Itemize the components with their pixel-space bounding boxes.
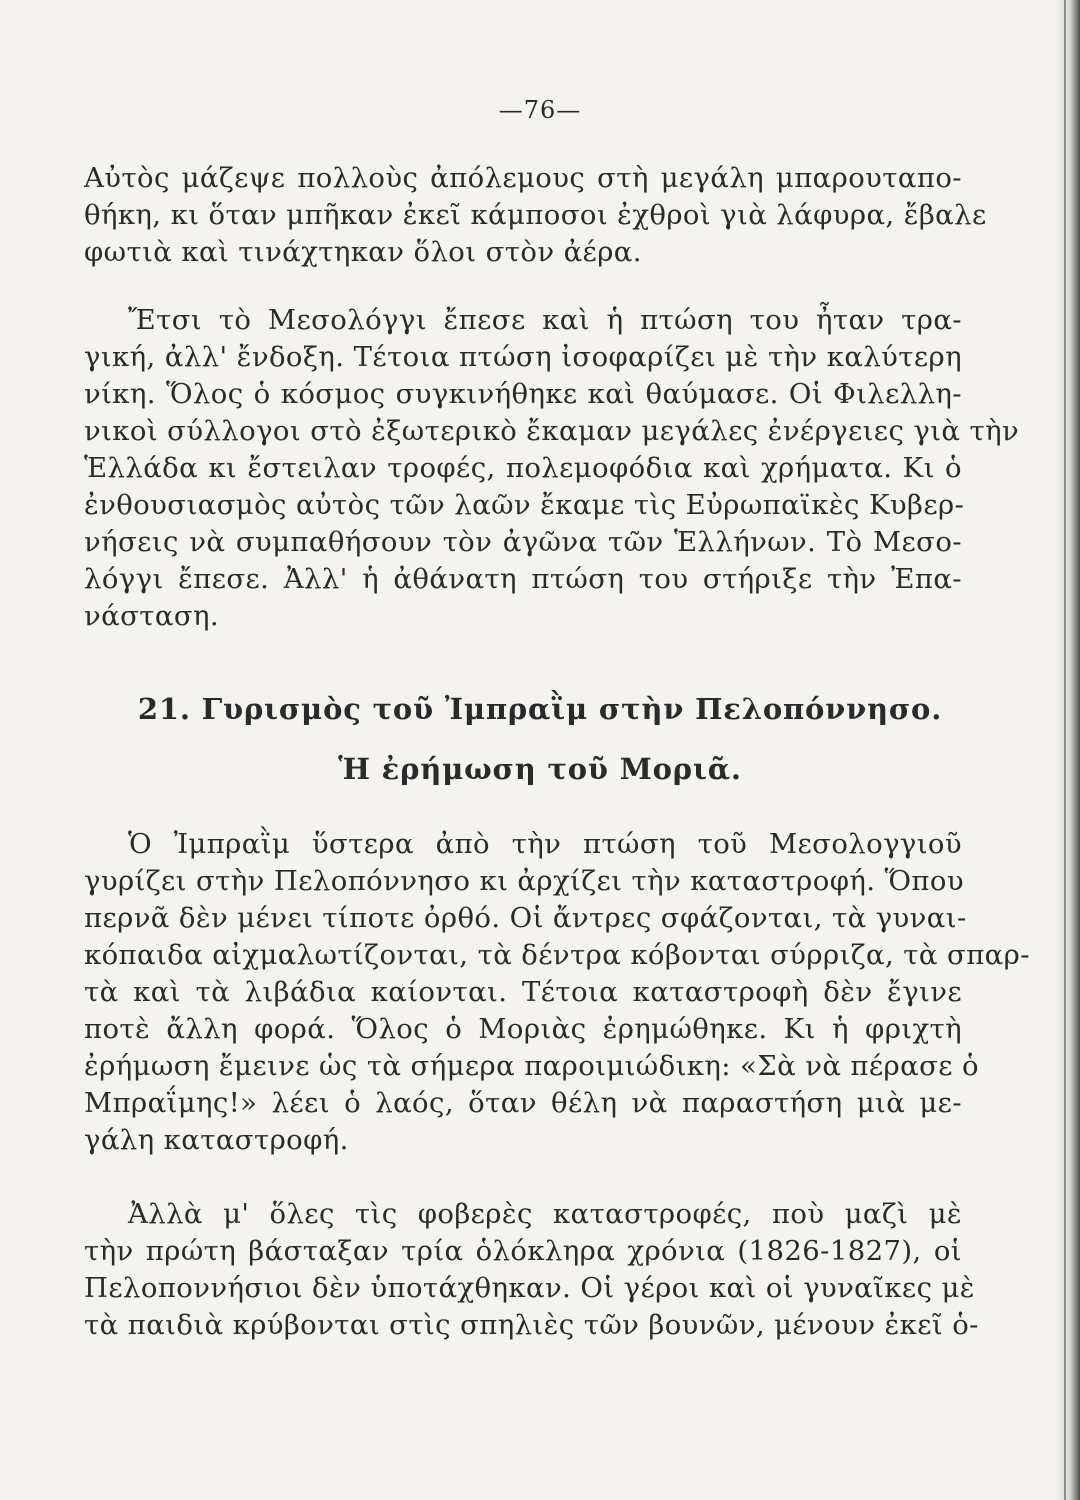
text-line: νίκη. Ὅλος ὁ κόσμος συγκινήθηκε καὶ θαύμασε. Οἱ Φιλελλη- xyxy=(84,378,962,410)
paragraph-3 xyxy=(84,826,1030,1159)
text-line: λόγγι ἔπεσε. Ἀλλ' ἡ ἀθάνατη πτώση του στήριξε τὴν Ἐπα- xyxy=(84,563,962,595)
page-edge-line xyxy=(1064,0,1066,1500)
page-number: —76— xyxy=(498,96,582,124)
text-line: Ὁ Ἰμπραῒμ ὕστερα ἀπὸ τὴν πτώση τοῦ Μεσολογγιοῦ xyxy=(128,828,962,860)
text-line: τὰ καὶ τὰ λιβάδια καίονται. Τέτοια καταστροφὴ δὲν ἔγινε xyxy=(84,976,962,1008)
text-line: γυρίζει στὴν Πελοπόννησο κι ἀρχίζει τὴν καταστροφή. Ὅπου xyxy=(84,865,964,897)
text-line: Μπραΐμης!» λέει ὁ λαός, ὅταν θέλη νὰ παραστήση μιὰ με- xyxy=(84,1087,962,1119)
text-line: θήκη, κι ὅταν μπῆκαν ἐκεῖ κάμποσοι ἐχθροὶ γιὰ λάφυρα, ἔβαλε xyxy=(84,199,987,231)
text-line: Πελοποννήσιοι δὲν ὑποτάχθηκαν. Οἱ γέροι καὶ οἱ γυναῖκες μὲ xyxy=(84,1272,975,1304)
text-line: νικοὶ σύλλογοι στὸ ἐξωτερικὸ ἔκαμαν μεγάλες ἐνέργειες γιὰ τὴν xyxy=(84,415,1020,447)
text-line: γάλη καταστροφή. xyxy=(84,1124,349,1156)
text-line: νάσταση. xyxy=(84,600,220,632)
text-line: Ἔτσι τὸ Μεσολόγγι ἔπεσε καὶ ἡ πτώση του ἦταν τρα- xyxy=(128,304,962,336)
section-heading-line-1: 21. Γυρισμὸς τοῦ Ἰμπραῒμ στὴν Πελοπόννησο. xyxy=(137,692,943,726)
paragraph-2 xyxy=(84,302,1020,635)
paragraph-4 xyxy=(84,1196,979,1344)
text-line: ἐρήμωση ἔμεινε ὡς τὰ σήμερα παροιμιώδικη: «Σὰ νὰ πέρασε ὁ xyxy=(84,1050,980,1082)
text-line: κόπαιδα αἰχμαλωτίζονται, τὰ δέντρα κόβονται σύρριζα, τὰ σπαρ- xyxy=(84,939,1030,971)
text-line: νήσεις νὰ συμπαθήσουν τὸν ἀγῶνα τῶν Ἑλλήνων. Τὸ Μεσο- xyxy=(84,526,962,558)
text-line: Αὐτὸς μάζεψε πολλοὺς ἀπόλεμους στὴ μεγάλη μπαρουταπο- xyxy=(84,162,962,194)
text-line: φωτιὰ καὶ τινάχτηκαν ὅλοι στὸν ἀέρα. xyxy=(84,236,642,268)
text-line: ἐνθουσιασμὸς αὐτὸς τῶν λαῶν ἔκαμε τὶς Εὐρωπαϊκὲς Κυβερ- xyxy=(84,489,965,521)
paragraph-1 xyxy=(84,160,987,271)
text-line: τὴν πρώτη βάσταξαν τρία ὁλόκληρα χρόνια (1826-1827), οἱ xyxy=(84,1235,962,1267)
text-line: περνᾶ δὲν μένει τίποτε ὀρθό. Οἱ ἄντρες σφάζονται, τὰ γυναι- xyxy=(84,902,967,934)
text-line: Ἀλλὰ μ' ὅλες τὶς φοβερὲς καταστροφές, ποὺ μαζὶ μὲ xyxy=(128,1198,962,1230)
page-edge-shadow xyxy=(1054,0,1080,1500)
text-line: ποτὲ ἄλλη φορά. Ὅλος ὁ Μοριὰς ἐρημώθηκε. Κι ἡ φριχτὴ xyxy=(84,1013,962,1045)
text-line: τὰ παιδιὰ κρύβονται στὶς σπηλιὲς τῶν βουνῶν, μένουν ἐκεῖ ὁ- xyxy=(84,1309,979,1341)
text-line: γική, ἀλλ' ἔνδοξη. Τέτοια πτώση ἰσοφαρίζει μὲ τὴν καλύτερη xyxy=(84,341,962,373)
text-line: Ἑλλάδα κι ἔστειλαν τροφές, πολεμοφόδια καὶ χρήματα. Κι ὁ xyxy=(84,452,962,484)
section-heading-line-2: Ἡ ἐρήμωση τοῦ Μοριᾶ. xyxy=(338,752,742,786)
